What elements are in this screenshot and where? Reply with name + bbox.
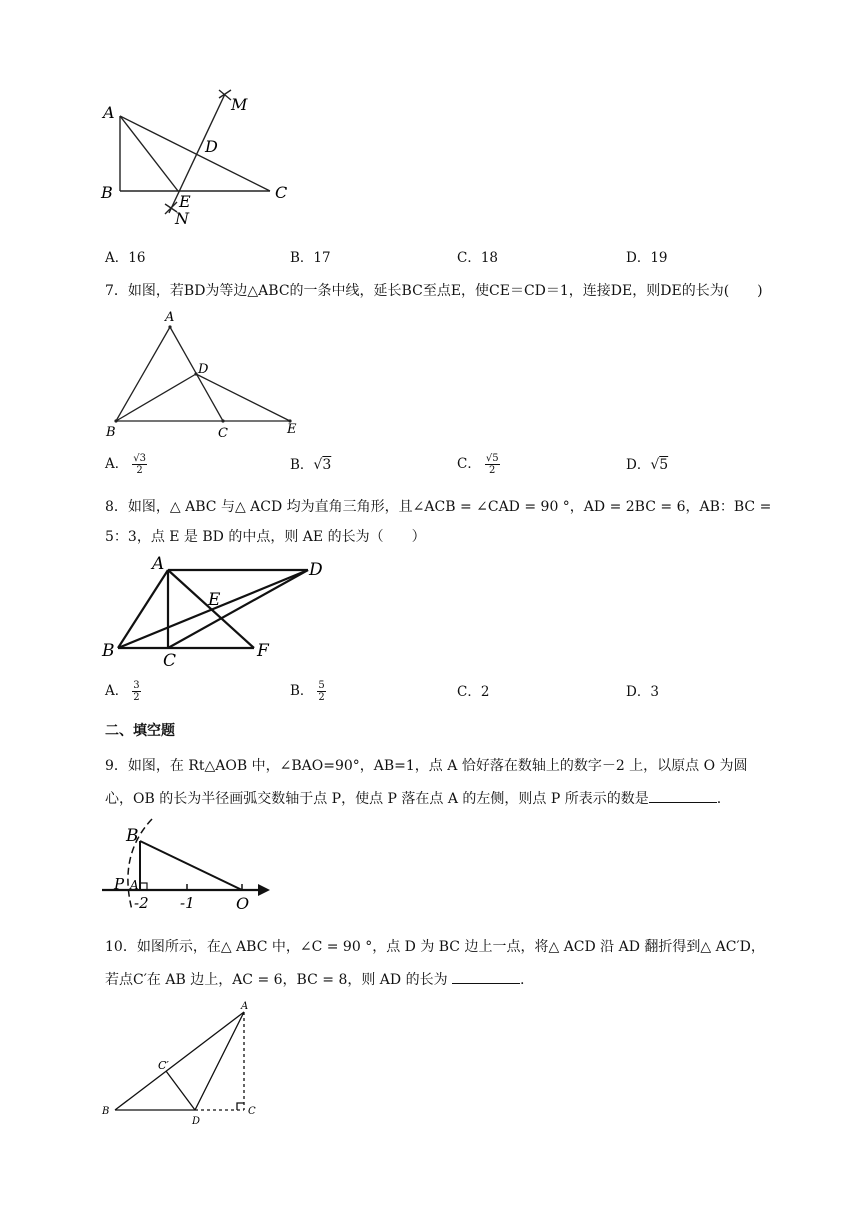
q7-option-c[interactable]: C． $\frac{√5}{2}$	[457, 453, 499, 476]
q7-option-a-fraction: $\frac{√3}{2}$	[133, 453, 146, 476]
q8-option-b-fraction: $\frac{5}{2}$	[318, 680, 325, 703]
q7-option-d[interactable]: D．√5	[626, 457, 669, 473]
q6-option-c[interactable]: C．18	[457, 250, 499, 266]
q9-label-a: A	[130, 878, 139, 892]
q8-line-ab	[118, 570, 168, 648]
q9-label-b: B	[126, 826, 139, 846]
q8-label-c: C	[163, 651, 177, 671]
q6-option-d[interactable]: D．19	[626, 250, 668, 266]
q7-label-a: A	[165, 310, 175, 325]
q8-label-a: A	[152, 554, 165, 574]
q9-tick-m1: -1	[180, 894, 195, 912]
q10-answer-blank[interactable]	[452, 969, 520, 984]
q6-figure	[95, 88, 305, 233]
q10-stem-line2: 若点C′在 AB 边上，AC = 6，BC = 8，则 AD 的长为 .	[105, 969, 525, 990]
q7-line-ab	[116, 327, 170, 421]
q6-option-a[interactable]: A．16	[105, 250, 146, 266]
q6-label-m: M	[231, 95, 248, 114]
q7-figure	[100, 305, 310, 440]
q6-line-ac	[120, 116, 270, 191]
q8-option-c[interactable]: C．2	[457, 684, 490, 700]
q9-tick-m2: -2	[134, 894, 149, 912]
q8-stem-line2: 5：3，点 E 是 BD 的中点，则 AE 的长为（ ）	[105, 529, 426, 545]
q8-option-d[interactable]: D．3	[626, 684, 659, 700]
q7-option-d-sqrt: √5	[650, 457, 669, 473]
q7-option-b-sqrt: √3	[313, 457, 332, 473]
q6-label-b: B	[101, 183, 113, 202]
q6-label-d: D	[205, 137, 218, 156]
section-title-fill-blank: 二、填空题	[105, 723, 175, 739]
q10-label-d: D	[192, 1116, 201, 1126]
q8-stem-line1: 8．如图，△ ABC 与△ ACD 均为直角三角形，且∠ACB = ∠CAD = 90 °，AD = 2BC = 6，AB：BC =	[105, 499, 772, 515]
q7-label-b: B	[106, 425, 116, 440]
q8-label-e: E	[208, 590, 221, 610]
q10-line-ab	[115, 1012, 244, 1110]
q9-answer-blank[interactable]	[649, 788, 717, 803]
q10-right-angle	[237, 1103, 244, 1110]
q6-label-c: C	[275, 183, 288, 202]
q10-figure	[98, 998, 268, 1126]
q8-option-a-fraction: $\frac{3}{2}$	[133, 680, 140, 703]
q8-label-d: D	[309, 560, 323, 580]
q9-stem-line2: 心，OB 的长为半径画弧交数轴于点 P，使点 P 落在点 A 的左侧，则点 P 所表示的数是 .	[105, 788, 721, 809]
q6-label-n: N	[175, 209, 189, 228]
q7-label-d: D	[198, 362, 209, 377]
q6-line-ae	[120, 116, 178, 191]
q9-arrow-head	[258, 884, 270, 896]
q9-label-o: O	[236, 894, 250, 913]
q7-option-b[interactable]: B．√3	[290, 457, 332, 473]
q8-label-b: B	[102, 641, 115, 661]
q8-option-a[interactable]: A． $\frac{3}{2}$	[105, 680, 140, 703]
q6-arc-m	[219, 90, 231, 100]
q6-label-a: A	[103, 103, 115, 122]
q7-label-c: C	[218, 426, 228, 440]
q9-label-p: P	[114, 875, 125, 893]
q7-option-a[interactable]: A． $\frac{√3}{2}$	[105, 453, 146, 476]
q10-label-c: C	[248, 1106, 256, 1117]
q8-label-f: F	[257, 641, 269, 661]
q7-stem: 7．如图，若BD为等边△ABC的一条中线，延长BC至点E，使CE＝CD＝1，连接DE，则DE的长为( )	[105, 283, 763, 299]
q10-label-a: A	[241, 1001, 249, 1012]
q7-option-c-fraction: $\frac{√5}{2}$	[485, 453, 499, 476]
q10-line-c1d	[166, 1071, 195, 1110]
q10-line-ad	[195, 1012, 244, 1110]
q10-label-b: B	[102, 1106, 110, 1117]
q9-figure	[100, 815, 280, 915]
q7-label-e: E	[287, 422, 297, 437]
q7-line-bd	[116, 374, 196, 421]
q9-stem-line1: 9．如图，在 Rt△AOB 中，∠BAO=90°，AB=1，点 A 恰好落在数轴上的数字－2 上，以原点 O 为圆	[105, 758, 748, 774]
q6-option-b[interactable]: B．17	[290, 250, 331, 266]
q8-option-b[interactable]: B． $\frac{5}{2}$	[290, 680, 325, 703]
q10-stem-line1: 10．如图所示，在△ ABC 中，∠C = 90 °，点 D 为 BC 边上一点，将△ ACD 沿 AD 翻折得到△ AC′D，	[105, 939, 765, 955]
q8-figure	[100, 553, 340, 671]
q9-line-bo	[140, 841, 242, 890]
q10-label-c1: C′	[158, 1059, 169, 1072]
q6-label-e: E	[179, 192, 191, 211]
q8-line-cd	[168, 570, 308, 648]
